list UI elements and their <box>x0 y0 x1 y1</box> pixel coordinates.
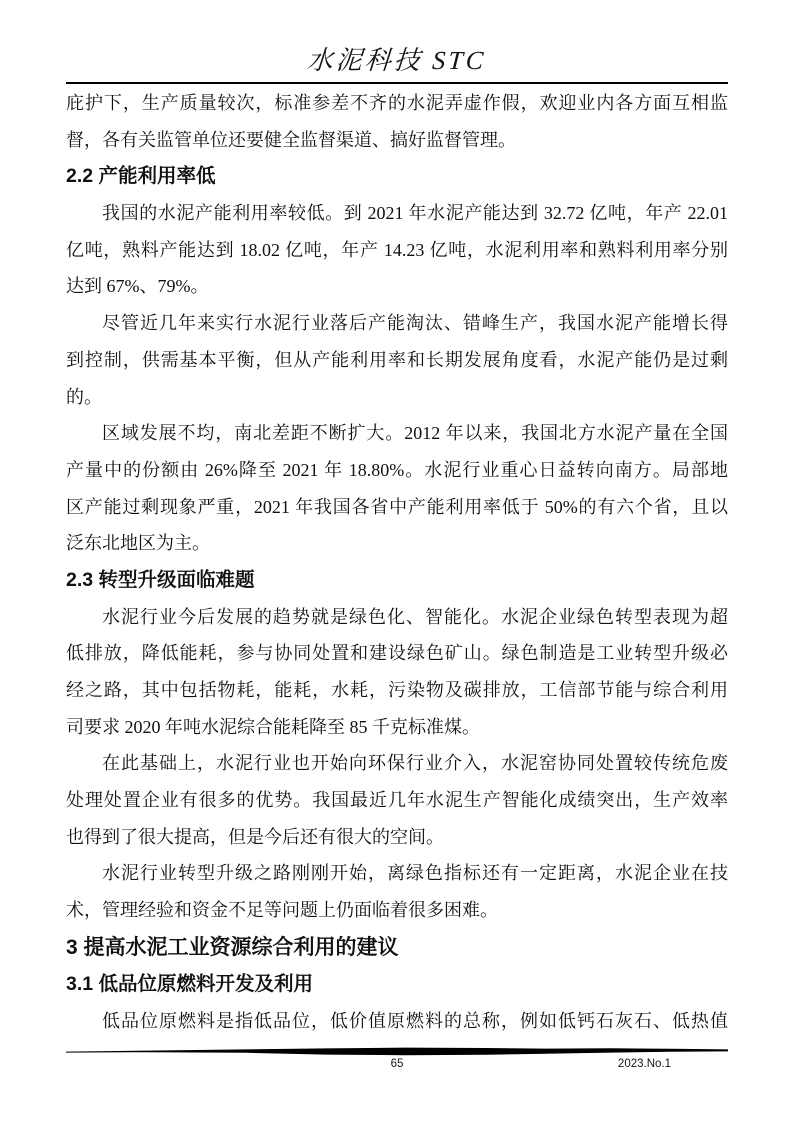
body-text-line: 督，各有关监管单位还要健全监督渠道、搞好监督管理。 <box>66 129 516 150</box>
page-header <box>66 0 728 84</box>
body-text-line: 达到 67%、79%。 <box>66 276 209 297</box>
body-text-line: 处理处置企业有很多的优势。我国最近几年水泥生产智能化成绩突出，生产效率 <box>66 790 728 811</box>
page-footer <box>66 1046 728 1075</box>
body-text-line: 亿吨，熟料产能达到 18.02 亿吨，年产 14.23 亿吨，水泥利用率和熟料利用率分别 <box>66 239 728 260</box>
body-text-line: 区产能过剩现象严重，2021 年我国各省中产能利用率低于 50%的有六个省，且以 <box>66 496 728 517</box>
body-text-line: 区域发展不均，南北差距不断扩大。2012 年以来，我国北方水泥产量在全国 <box>102 423 728 444</box>
document-body <box>66 85 728 1039</box>
body-text-line: 司要求 2020 年吨水泥综合能耗降至 85 千克标准煤。 <box>66 716 480 737</box>
journal-title: 水泥科技 STC <box>306 46 488 75</box>
section-heading: 3 提高水泥工业资源综合利用的建议 <box>66 935 399 959</box>
body-text-line: 泛东北地区为主。 <box>66 533 210 554</box>
body-text-line: 尽管近几年来实行水泥行业落后产能淘汰、错峰生产，我国水泥产能增长得 <box>102 313 728 334</box>
section-heading: 2.3 转型升级面临难题 <box>66 568 255 591</box>
body-text-line: 也得到了很大提高，但是今后还有很大的空间。 <box>66 826 444 847</box>
body-text-line: 水泥行业转型升级之路刚刚开始，离绿色指标还有一定距离，水泥企业在技 <box>102 863 728 884</box>
page-number: 65 <box>390 1058 404 1070</box>
body-text-line: 水泥行业今后发展的趋势就是绿色化、智能化。水泥企业绿色转型表现为超 <box>102 606 728 627</box>
body-text-line: 我国的水泥产能利用率较低。到 2021 年水泥产能达到 32.72 亿吨，年产 22.01 <box>102 203 728 224</box>
body-text-line: 庇护下，生产质量较次，标准参差不齐的水泥弄虚作假，欢迎业内各方面互相监 <box>66 93 728 113</box>
body-text-line: 经之路，其中包括物耗，能耗，水耗，污染物及碳排放，工信部节能与综合利用 <box>66 680 728 700</box>
body-text-line: 的。 <box>66 386 102 407</box>
body-text-line: 到控制，供需基本平衡，但从产能利用率和长期发展角度看，水泥产能仍是过剩 <box>66 349 728 370</box>
section-heading: 3.1 低品位原燃料开发及利用 <box>66 972 314 995</box>
body-text-line: 产量中的份额由 26%降至 2021 年 18.80%。水泥行业重心日益转向南方。局部地 <box>66 459 728 480</box>
footer-textline <box>66 1057 728 1075</box>
issue-label: 2023.No.1 <box>617 1058 671 1070</box>
body-text-line: 术，管理经验和资金不足等问题上仍面临着很多困难。 <box>66 900 498 921</box>
body-text-line: 在此基础上，水泥行业也开始向环保行业介入，水泥窑协同处置较传统危废 <box>102 753 728 774</box>
body-text-line: 低品位原燃料是指低品位，低价值原燃料的总称，例如低钙石灰石、低热值 <box>102 1010 728 1031</box>
body-text-line: 低排放，降低能耗，参与协同处置和建设绿色矿山。绿色制造是工业转型升级必 <box>66 643 728 664</box>
section-heading: 2.2 产能利用率低 <box>66 165 216 188</box>
footer-rule <box>66 1046 728 1057</box>
